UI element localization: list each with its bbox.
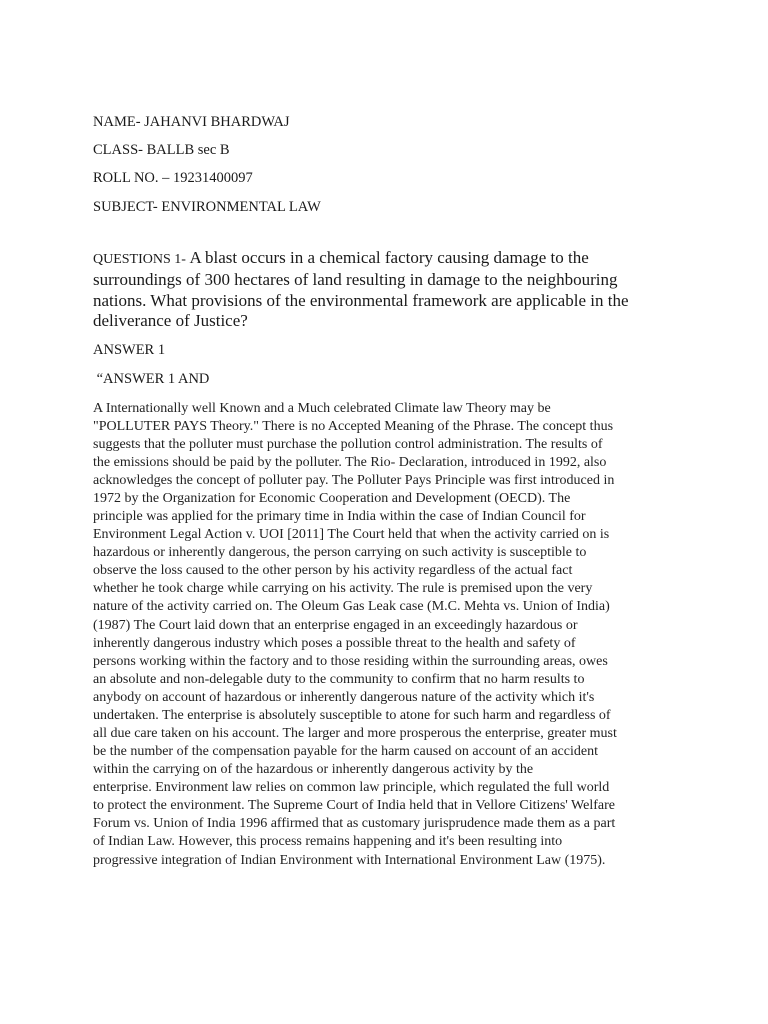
- question-label: QUESTIONS 1-: [93, 251, 190, 267]
- body-line: undertaken. The enterprise is absolutely susceptible to atone for such harm and regardless of: [93, 707, 611, 723]
- body-line: A Internationally well Known and a Much celebrated Climate law Theory may be: [93, 400, 551, 416]
- body-line: suggests that the polluter must purchase the pollution control administration. The results of: [93, 436, 603, 452]
- body-line: acknowledges the concept of polluter pay. The Polluter Pays Principle was first introduced in: [93, 472, 615, 488]
- body-line: persons working within the factory and to those residing within the surrounding areas, owes: [93, 653, 608, 669]
- answer-heading: ANSWER 1: [93, 341, 166, 358]
- body-line: enterprise. Environment law relies on common law principle, which regulated the full world: [93, 780, 610, 796]
- body-line: to protect the environment. The Supreme Court of India held that in Vellore Citizens' Welfare: [93, 798, 615, 814]
- body-line: Environment Legal Action v. UOI [2011] The Court held that when the activity carried on is: [93, 527, 610, 543]
- answer-body: [93, 400, 683, 870]
- question-1: [93, 248, 683, 332]
- question-line: A blast occurs in a chemical factory causing damage to the: [189, 247, 589, 267]
- body-line: inherently dangerous industry which poses a possible threat to the health and safety of: [93, 635, 576, 651]
- question-line: deliverance of Justice?: [93, 311, 248, 331]
- body-line: of Indian Law. However, this process remains happening and it's been resulting into: [93, 834, 563, 850]
- body-line: an absolute and non-delegable duty to the community to confirm that no harm results to: [93, 671, 585, 687]
- body-line: the emissions should be paid by the polluter. The Rio- Declaration, introduced in 1992, also: [93, 454, 607, 470]
- body-line: anybody on account of hazardous or inherently dangerous nature of the activity which it's: [93, 689, 595, 705]
- body-line: Forum vs. Union of India 1996 affirmed that as customary jurisprudence made them as a part: [93, 816, 616, 832]
- question-line: nations. What provisions of the environmental framework are applicable in the: [93, 290, 629, 310]
- body-line: all due care taken on his account. The larger and more prosperous the enterprise, greater must: [93, 725, 617, 741]
- body-line: observe the loss caused to the other person by his activity regardless of the actual fact: [93, 563, 573, 579]
- body-line: nature of the activity carried on. The Oleum Gas Leak case (M.C. Mehta vs. Union of India): [93, 599, 610, 615]
- body-line: (1987) The Court laid down that an enterprise engaged in an exceedingly hazardous or: [93, 617, 578, 633]
- body-line: within the carrying on of the hazardous or inherently dangerous activity by the: [93, 762, 534, 778]
- body-line: hazardous or inherently dangerous, the person carrying on such activity is susceptible to: [93, 545, 587, 561]
- answer-subheading: “ANSWER 1 AND: [93, 370, 210, 387]
- body-line: "POLLUTER PAYS Theory." There is no Accepted Meaning of the Phrase. The concept thus: [93, 418, 614, 434]
- question-line: surroundings of 300 hectares of land resulting in damage to the neighbouring: [93, 270, 618, 290]
- roll-number: ROLL NO. – 19231400097: [93, 170, 253, 187]
- body-line: 1972 by the Organization for Economic Cooperation and Development (OECD). The: [93, 490, 571, 506]
- body-line: principle was applied for the primary time in India within the case of Indian Council for: [93, 509, 586, 525]
- student-name: NAME- JAHANVI BHARDWAJ: [93, 114, 290, 130]
- subject: SUBJECT- ENVIRONMENTAL LAW: [93, 198, 321, 215]
- body-line: whether he took charge while carrying on his activity. The rule is premised upon the very: [93, 581, 593, 597]
- body-line: be the number of the compensation payable for the harm caused on account of an accident: [93, 744, 598, 760]
- student-class: CLASS- BALLB sec B: [93, 142, 230, 159]
- body-line: progressive integration of Indian Environment with International Environment Law (1975).: [93, 852, 606, 868]
- document-page: [93, 113, 683, 870]
